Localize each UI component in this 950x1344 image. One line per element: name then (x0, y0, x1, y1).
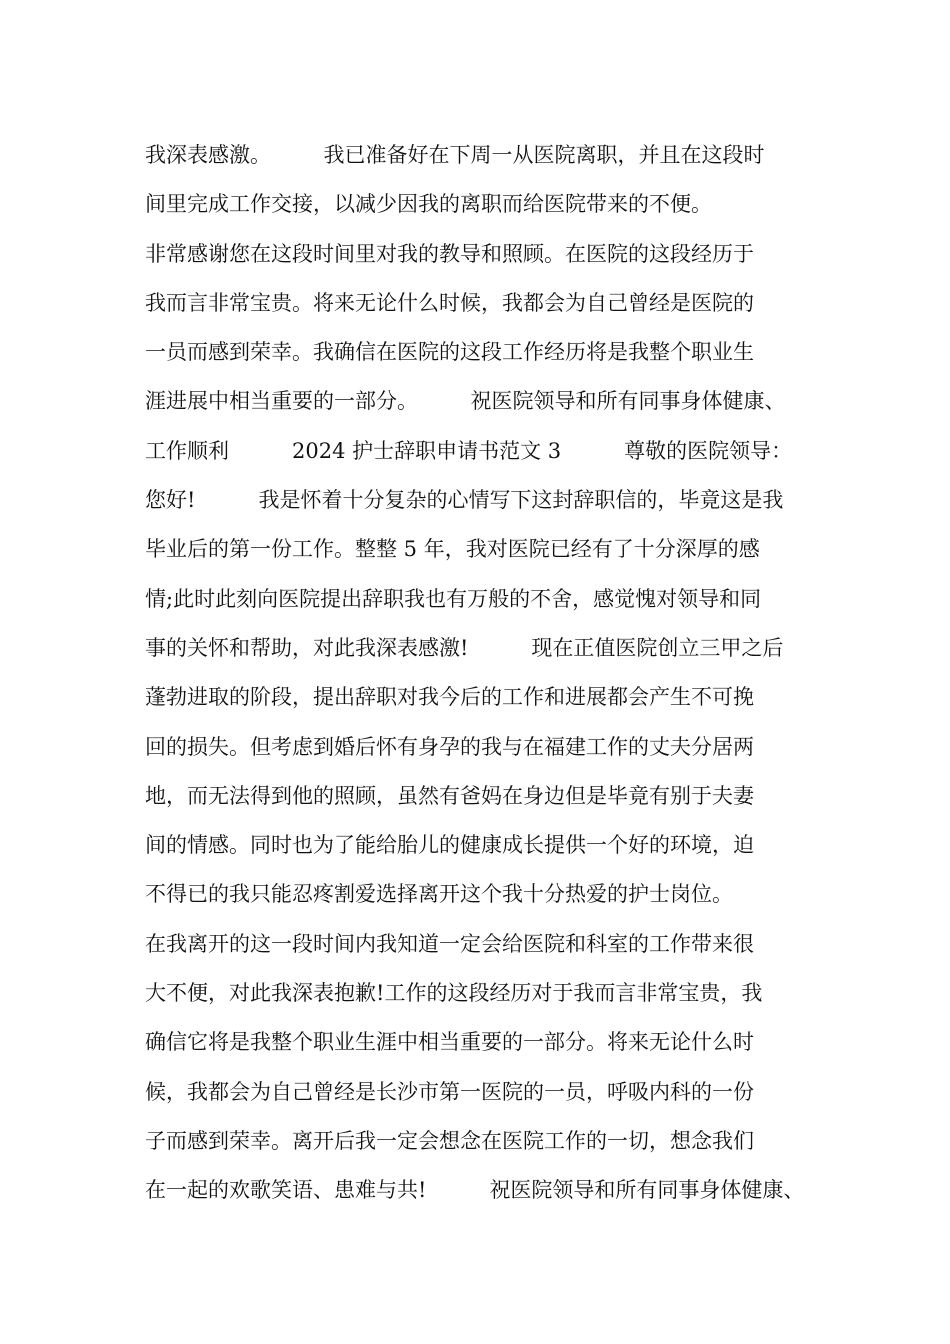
text-line: 地，而无法得到他的照顾，虽然有爸妈在身边但是毕竟有别于夫妻 (145, 783, 754, 808)
text-line: 间的情感。同时也为了能给胎儿的健康成长提供一个好的环境，迫 (145, 833, 754, 858)
text-line: 毕业后的第一份工作。整整 5 年，我对医院已经有了十分深厚的感 (145, 537, 760, 562)
text-line: 确信它将是我整个职业生涯中相当重要的一部分。将来无论什么时 (145, 1030, 754, 1055)
text-line: 涯进展中相当重要的一部分。 祝医院领导和所有同事身体健康、 (145, 389, 786, 414)
text-line: 您好! 我是怀着十分复杂的心情写下这封辞职信的，毕竟这是我 (145, 488, 784, 513)
text-line: 不得已的我只能忍疼割爱选择离开这个我十分热爱的护士岗位。 (145, 882, 733, 907)
text-line: 回的损失。但考虑到婚后怀有身孕的我与在福建工作的丈夫分居两 (145, 734, 754, 759)
text-line: 情;此时此刻向医院提出辞职我也有万般的不舍，感觉愧对领导和同 (145, 586, 762, 611)
body-text (145, 131, 845, 1216)
text-line: 一员而感到荣幸。我确信在医院的这段工作经历将是我整个职业生 (145, 340, 754, 365)
text-line: 工作顺利 2024 护士辞职申请书范文 3 尊敬的医院领导： (145, 438, 793, 463)
text-line: 蓬勃进取的阶段，提出辞职对我今后的工作和进展都会产生不可挽 (145, 685, 754, 710)
text-line: 间里完成工作交接，以减少因我的离职而给医院带来的不便。 (145, 192, 712, 217)
text-line: 大不便，对此我深表抱歉!工作的这段经历对于我而言非常宝贵，我 (145, 981, 763, 1006)
text-line: 候，我都会为自己曾经是长沙市第一医院的一员，呼吸内科的一份 (145, 1079, 754, 1104)
text-line: 子而感到荣幸。离开后我一定会想念在医院工作的一切，想念我们 (145, 1128, 754, 1153)
text-line: 我深表感激。 我已准备好在下周一从医院离职，并且在这段时 (145, 143, 765, 167)
text-line: 我而言非常宝贵。将来无论什么时候，我都会为自己曾经是医院的 (145, 290, 754, 315)
text-line: 在我离开的这一段时间内我知道一定会给医院和科室的工作带来很 (145, 931, 754, 956)
text-line: 非常感谢您在这段时间里对我的教导和照顾。在医院的这段经历于 (145, 241, 754, 266)
text-line: 在一起的欢歌笑语、患难与共! 祝医院领导和所有同事身体健康、 (145, 1178, 805, 1203)
text-line: 事的关怀和帮助，对此我深表感激! 现在正值医院创立三甲之后 (145, 635, 784, 660)
